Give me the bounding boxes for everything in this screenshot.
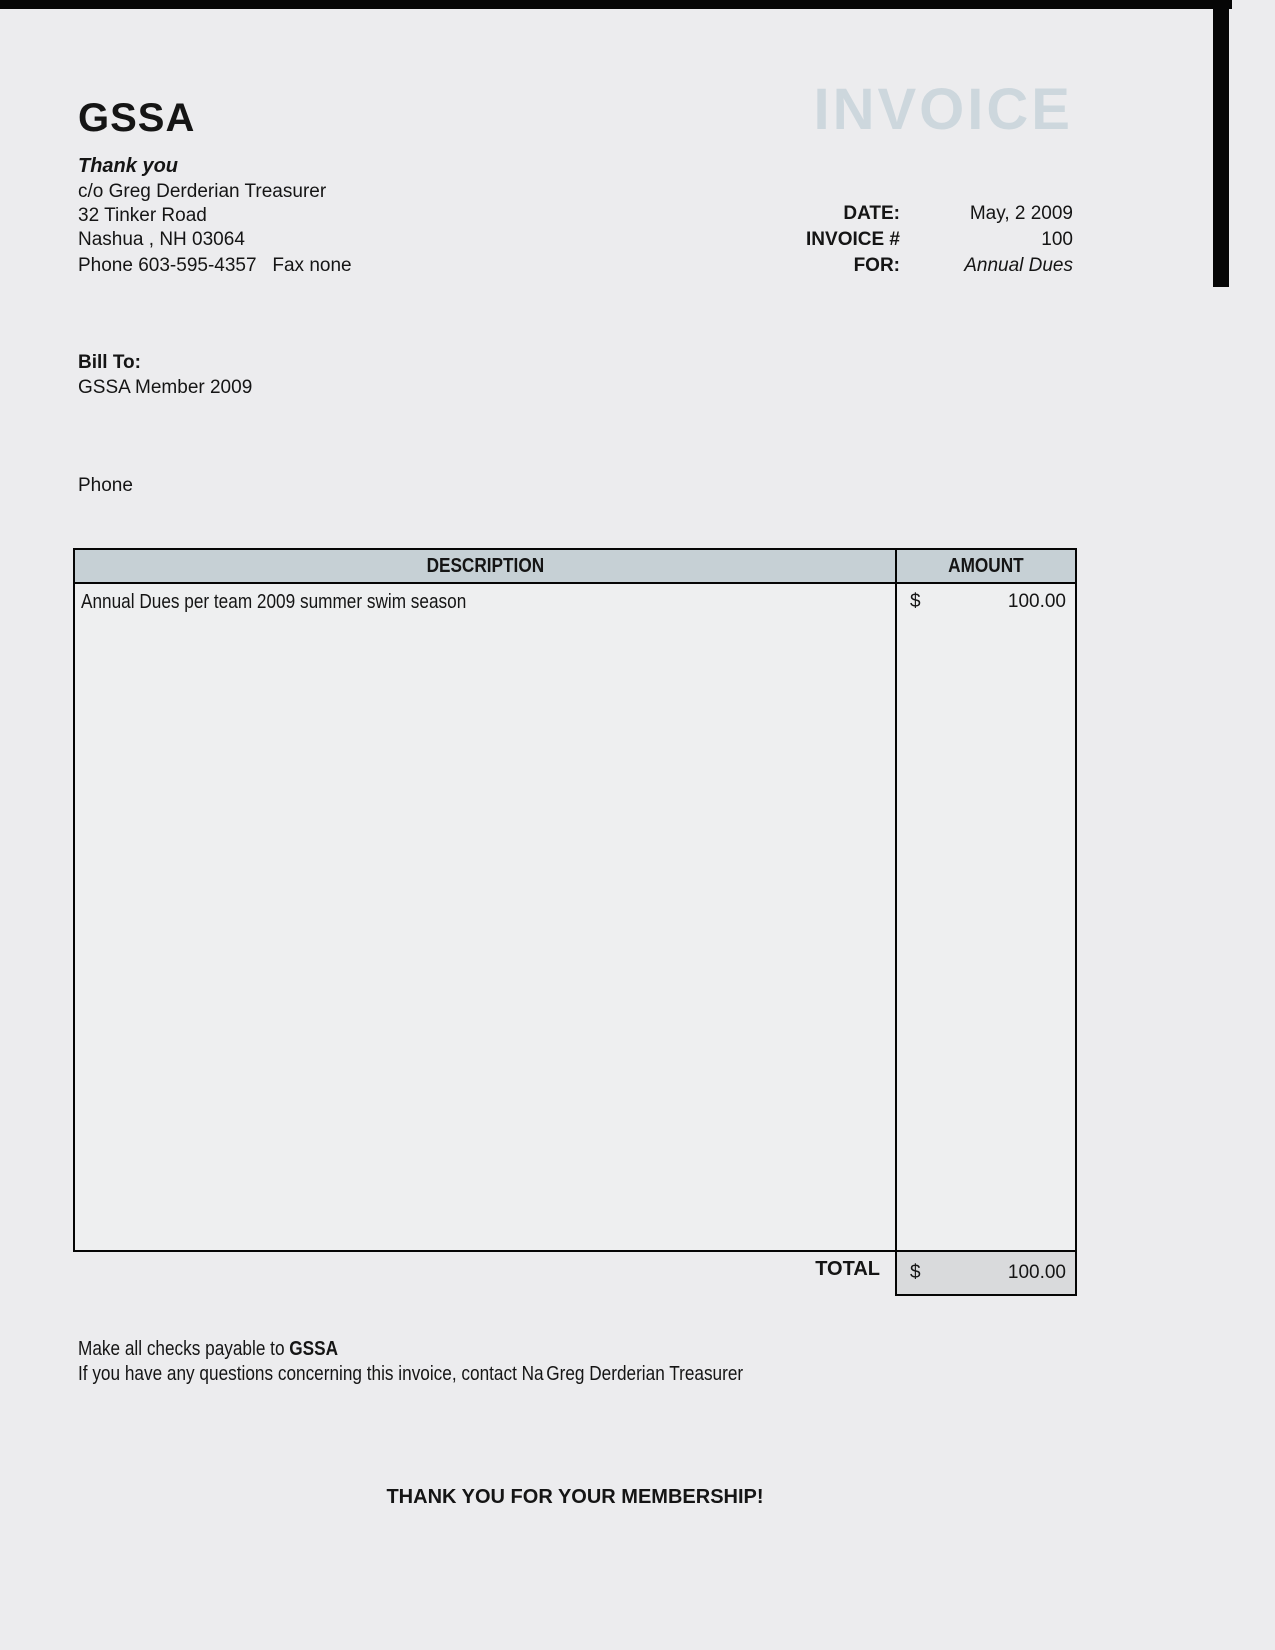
for-value: Annual Dues [964, 255, 1073, 276]
company-tagline: Thank you [78, 155, 179, 177]
total-currency-symbol: $ [910, 1262, 921, 1283]
checks-payable-line: Make all checks payable to GSSA [78, 1338, 339, 1360]
company-name: GSSA [78, 96, 196, 140]
contact-name: Greg Derderian Treasurer [546, 1363, 744, 1385]
invoice-meta-date-row [640, 203, 1073, 229]
company-address-line-2: 32 Tinker Road [78, 205, 207, 226]
line-items-table [73, 548, 1077, 1252]
amount-cell [895, 584, 1075, 1250]
for-label: FOR: [853, 255, 900, 276]
bill-to-name: GSSA Member 2009 [78, 377, 253, 398]
amount-column-header: AMOUNT [895, 550, 1075, 582]
invoice-number-label: INVOICE # [806, 229, 900, 250]
invoice-meta-number-row [640, 229, 1073, 255]
currency-symbol: $ [910, 591, 921, 612]
payable-to-name: GSSA [289, 1338, 339, 1360]
scan-artifact-top-bar [0, 0, 1232, 9]
company-address-line-3: Nashua , NH 03064 [78, 229, 245, 250]
date-label: DATE: [843, 203, 900, 224]
invoice-number-value: 100 [1041, 229, 1073, 250]
invoice-meta-for-row [640, 255, 1073, 281]
total-amount-cell [895, 1250, 1077, 1296]
description-column-header: DESCRIPTION [426, 554, 544, 577]
company-phone-fax: Phone 603-595-4357 Fax none [78, 255, 352, 276]
scan-artifact-right-bar [1213, 0, 1229, 287]
total-label: TOTAL [815, 1258, 880, 1280]
questions-contact-line: If you have any questions concerning this invoice, contact Na Greg Derderian Treasurer [78, 1363, 744, 1385]
bill-to-phone-label: Phone [78, 475, 133, 496]
table-body-row [75, 584, 1075, 1250]
total-amount-value: 100.00 [1007, 1262, 1066, 1283]
date-value: May, 2 2009 [969, 203, 1073, 224]
company-address-line-1: c/o Greg Derderian Treasurer [78, 181, 327, 202]
bill-to-label: Bill To: [78, 352, 141, 373]
thank-you-message: THANK YOU FOR YOUR MEMBERSHIP! [386, 1486, 764, 1508]
invoice-watermark-title: INVOICE [813, 77, 1073, 142]
table-header-row [75, 550, 1075, 584]
amount-value: 100.00 [1007, 591, 1066, 612]
description-cell: Annual Dues per team 2009 summer swim season [81, 591, 467, 613]
